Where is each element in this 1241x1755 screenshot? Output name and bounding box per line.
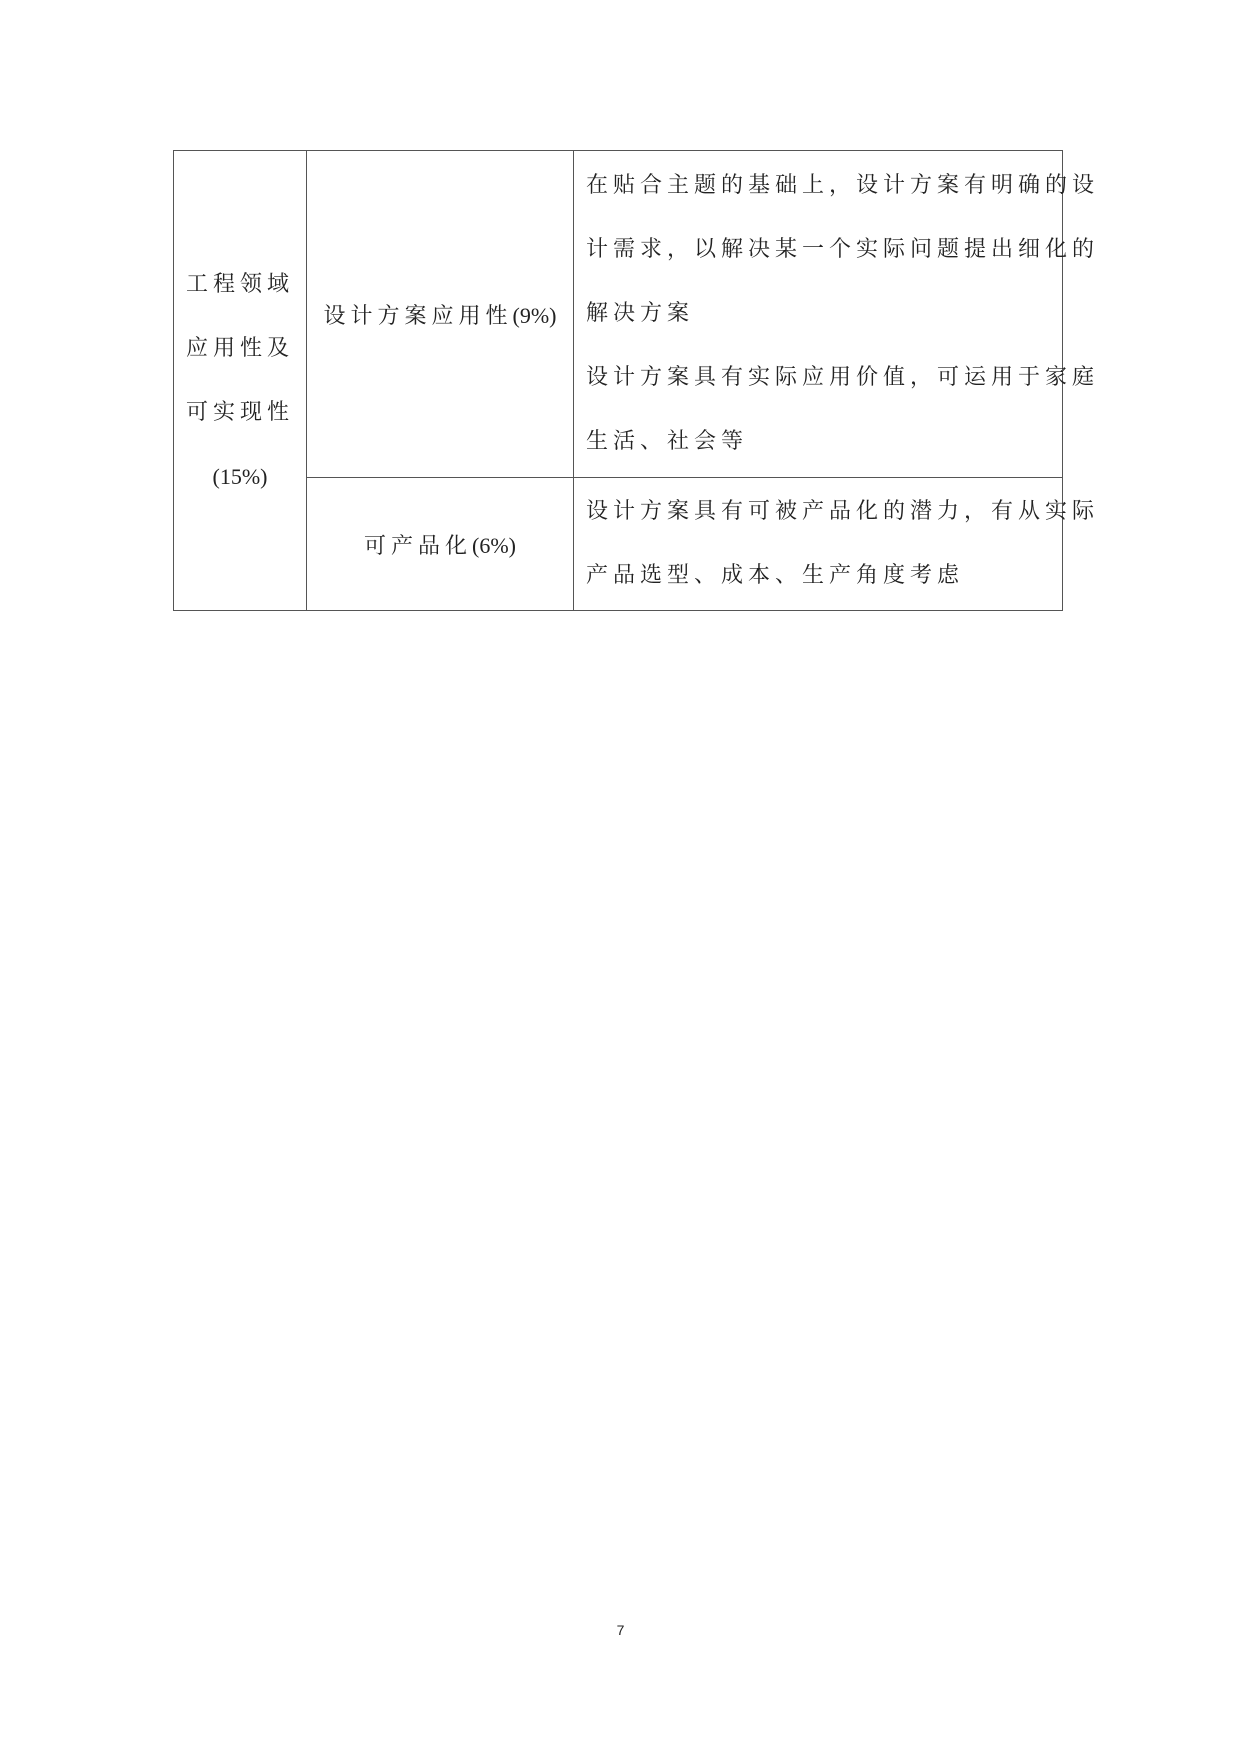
description-line: 设计方案具有可被产品化的潜力，有从实际	[586, 499, 1100, 524]
category-line: 可实现性	[185, 399, 294, 425]
category-percent: (15%)	[212, 463, 268, 489]
criterion-cell	[307, 478, 574, 611]
criterion-label: 设计方案应用性(9%)	[323, 302, 557, 329]
category-line: 应用性及	[185, 335, 294, 361]
criterion-cell	[307, 151, 574, 478]
description-line: 计需求，以解决某一个实际问题提出细化的	[586, 237, 1100, 262]
description-cell	[574, 151, 1100, 478]
description-line: 在贴合主题的基础上，设计方案有明确的设	[586, 173, 1100, 198]
description-line: 生活、社会等	[586, 429, 749, 454]
category-line: 工程领域	[185, 271, 294, 297]
page-number: 7	[616, 1622, 625, 1638]
table-row	[174, 478, 1063, 611]
description-cell	[574, 478, 1100, 611]
category-cell	[174, 151, 307, 611]
criterion-percent: (6%)	[472, 532, 516, 558]
description-line: 解决方案	[586, 301, 695, 326]
criterion-label: 可产品化(6%)	[364, 532, 516, 559]
description-line: 产品选型、成本、生产角度考虑	[586, 563, 965, 588]
scoring-criteria-table	[173, 150, 1100, 611]
table-row	[174, 151, 1063, 478]
description-line: 设计方案具有实际应用价值，可运用于家庭	[586, 365, 1100, 390]
criterion-percent: (9%)	[512, 302, 557, 328]
